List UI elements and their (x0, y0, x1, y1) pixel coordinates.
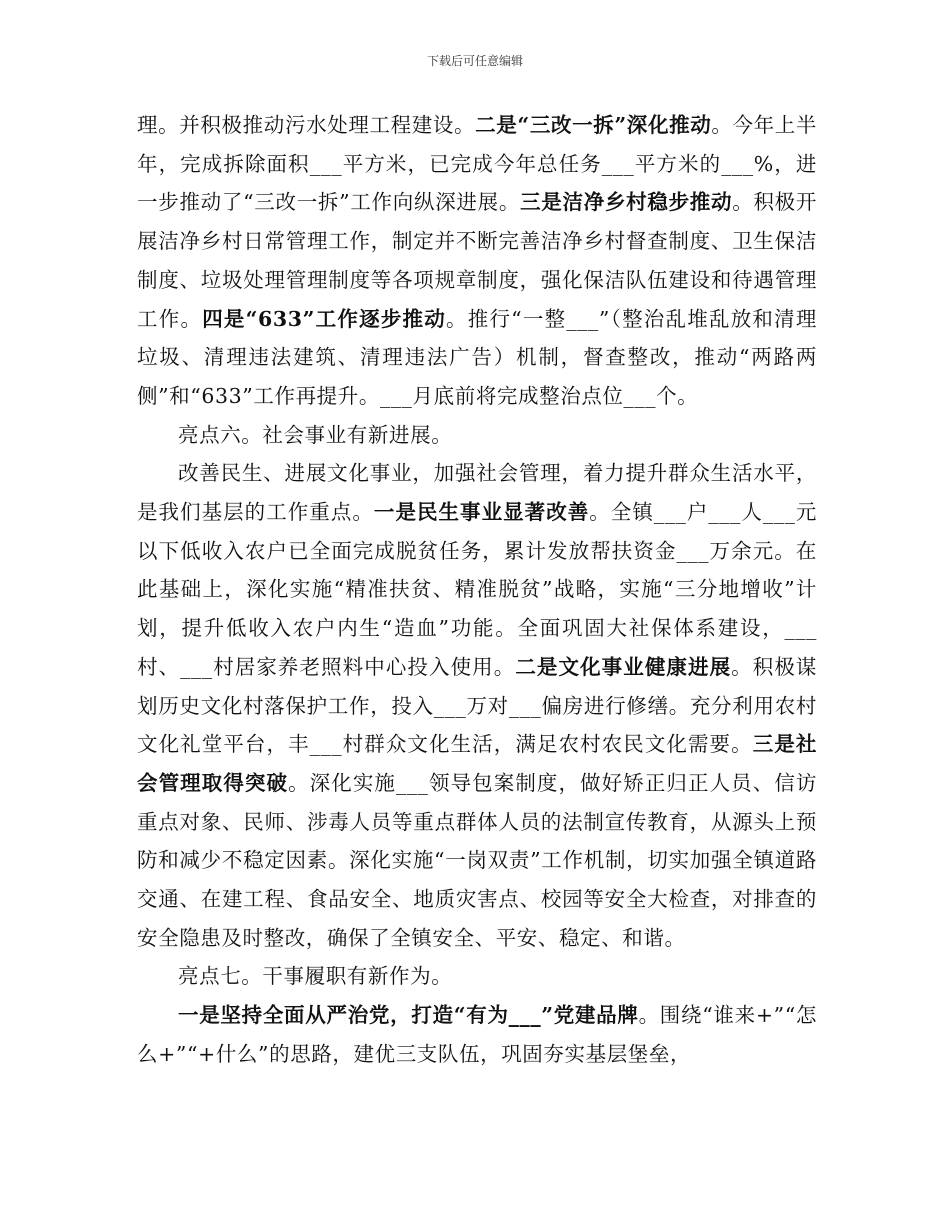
text-segment: 亮点七。干事履职有新作为。 (178, 964, 453, 989)
bold-heading: 三是社会管理取得突破 (137, 732, 817, 795)
text-segment: 。围绕“谁来+”“怎么+”“+什么”的思路，建优三支队伍，巩固夯实基层堡垒， (137, 1003, 817, 1066)
bold-heading: 二是“三改一拆”深化推动 (475, 113, 712, 137)
text-segment: 。积极开展洁净乡村日常管理工作，制定并不断完善洁净乡村督查制度、卫生保洁制度、垃圾处理管理制度等各项规章制度，强化保洁队伍建设和待遇管理工作。 (137, 190, 817, 331)
document-body (137, 106, 817, 1074)
text-segment: 。深化实施___领导包案制度，做好矫正归正人员、信访重点对象、民师、涉毒人员等重点群体人员的法制宣传教育，从源头上预防和减少不稳定因素。深化实施“一岗双责”工作机制，切实加强全镇道路交通、在建工程、食品安全、地质灾害点、校园等安全大检查，对排查的安全隐患及时整改，确保了全镇安全、平安、稳定、和谐。 (137, 770, 817, 950)
section-heading-highlight-6 (137, 416, 817, 455)
text-segment: 理。并积极推动污水处理工程建设。 (137, 113, 476, 137)
bold-heading: 三是洁净乡村稳步推动 (520, 190, 733, 215)
page-header: 下载后可任意编辑 (426, 54, 523, 68)
text-segment: 。积极谋划历史文化村落保护工作，投入___万对___偏房进行修缮。充分利用农村文化礼堂平台，丰___村群众文化生活，满足农村农民文化需要。 (137, 654, 817, 757)
paragraph-3 (137, 454, 817, 957)
bold-heading: 一是坚持全面从严治党，打造“有为___”党建品牌 (178, 1003, 639, 1028)
bold-heading: 四是“633”工作逐步推动 (202, 306, 446, 331)
paragraph-5 (137, 996, 817, 1073)
bold-heading: 一是民生事业显著改善 (373, 500, 590, 525)
section-heading-highlight-7 (137, 957, 817, 996)
text-segment: 亮点六。社会事业有新进展。 (178, 422, 453, 447)
text-segment: 。推行“一整___”（整治乱堆乱放和清理垃圾、清理违法建筑、清理违法广告）机制，督查整改，推动“两路两侧”和“633”工作再提升。___月底前将完成整治点位___个。 (137, 306, 817, 408)
bold-heading: 二是文化事业健康进展 (515, 654, 732, 679)
text-segment: 。今年上半年，完成拆除面积___平方米，已完成今年总任务___平方米的___%，进一步推动了“三改一拆”工作向纵深进展。 (137, 113, 817, 215)
paragraph-1 (137, 106, 817, 416)
text-segment: 改善民生、进展文化事业，加强社会管理，着力提升群众生活水平，是我们基层的工作重点。 (137, 461, 817, 525)
text-segment: 。全镇___户___人___元以下低收入农户已全面完成脱贫任务，累计发放帮扶资金___万余元。在此基础上，深化实施“精准扶贫、精准脱贫”战略，实施“三分地增收”计划，提升低收入农户内生“造血”功能。全面巩固大社保体系建设，___村、___村居家养老照料中心投入使用。 (137, 500, 818, 679)
